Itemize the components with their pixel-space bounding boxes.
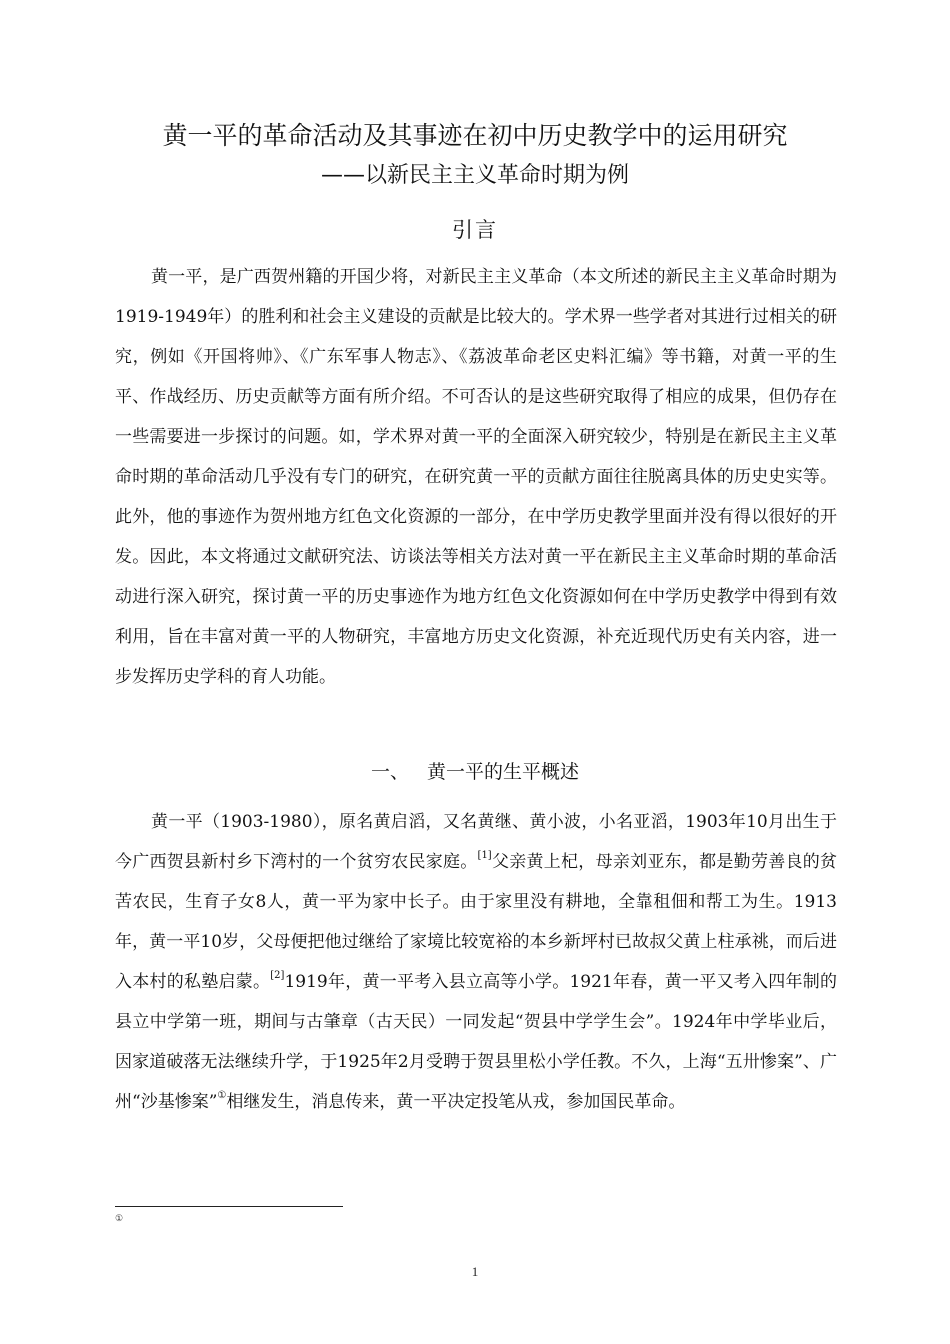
page-number: 1 (471, 1264, 479, 1279)
footnote-ref[interactable]: ① (217, 1090, 227, 1101)
section-paragraph (115, 802, 837, 1122)
section-heading (0, 757, 950, 784)
document-title: 黄一平的革命活动及其事迹在初中历史教学中的运用研究 (162, 121, 788, 150)
paragraph-text-c: 1919年，黄一平考入县立高等小学。1921年春，黄一平又考入四年制的县立中学第一班，期间与古肇章（古天民）一同发起“贺县中学学生会”。1924年中学毕业后，因家道破落无法继续升学，于1925年2月受聘于贺县里松小学任教。不久，上海“五卅惨案”、广州“沙基惨案” (115, 972, 837, 1112)
paragraph-text-d: 相继发生，消息传来，黄一平决定投笔从戎，参加国民革命。 (226, 1092, 686, 1112)
citation-ref-2[interactable]: [2] (270, 970, 285, 981)
citation-ref-1[interactable]: [1] (477, 850, 492, 861)
paragraph-text-a: 黄一平（1903-1980），原名黄启滔，又名黄继、黄小波，小名亚滔，1903年10月出生于今广西贺县新村乡下湾村的一个贫穷农民家庭。 (115, 812, 837, 872)
document-subtitle: ——以新民主主义革命时期为例 (320, 163, 629, 188)
intro-heading: 引言 (452, 218, 498, 242)
section-number: 一、 (370, 761, 409, 783)
intro-paragraph: 黄一平，是广西贺州籍的开国少将，对新民主主义革命（本文所述的新民主主义革命时期为1919-1949年）的胜利和社会主义建设的贡献是比较大的。学术界一些学者对其进行过相关的研究，例如《开国将帅》、《广东军事人物志》、《荔波革命老区史料汇编》等书籍，对黄一平的生平、作战经历、历史贡献等方面有所介绍。不可否认的是这些研究取得了相应的成果，但仍存在一些需要进一步探讨的问题。如，学术界对黄一平的全面深入研究较少，特别是在新民主主义革命时期的革命活动几乎没有专门的研究，在研究黄一平的贡献方面往往脱离具体的历史史实等。此外，他的事迹作为贺州地方红色文化资源的一部分，在中学历史教学里面并没有得以很好的开发。因此，本文将通过文献研究法、访谈法等相关方法对黄一平在新民主主义革命时期的革命活动进行深入研究，探讨黄一平的历史事迹作为地方红色文化资源如何在中学历史教学中得到有效利用，旨在丰富对黄一平的人物研究，丰富地方历史文化资源，补充近现代历史有关内容，进一步发挥历史学科的育人功能。 (115, 267, 837, 687)
section-title: 黄一平的生平概述 (427, 761, 580, 783)
paragraph-text-b: 父亲黄上杞，母亲刘亚东，都是勤劳善良的贫苦农民，生育子女8人，黄一平为家中长子。由于家里没有耕地，全靠租佃和帮工为生。1913年，黄一平10岁，父母便把他过继给了家境比较宽裕的本乡新坪村已故叔父黄上柱承祧，而后进入本村的私塾启蒙。 (115, 852, 837, 992)
footnote-mark: ① (115, 1214, 124, 1224)
footnote-separator (115, 1206, 343, 1207)
